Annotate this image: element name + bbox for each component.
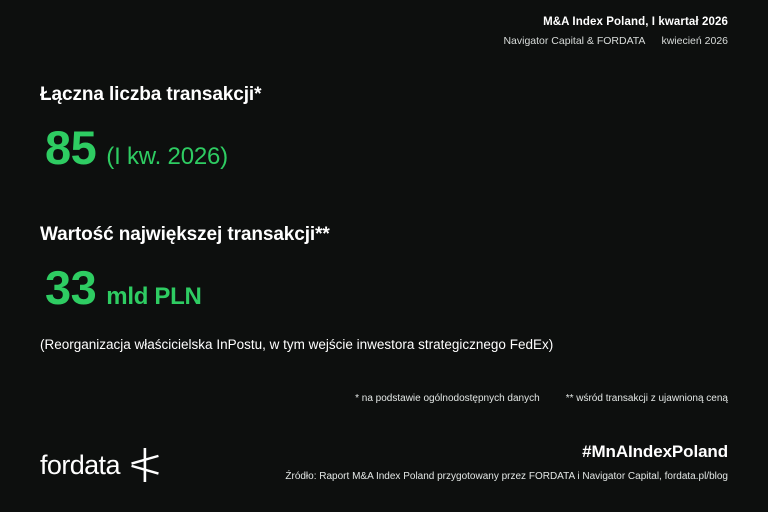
footnote-2: ** wśród transakcji z ujawnioną ceną xyxy=(565,393,728,404)
header-subtitle-row xyxy=(503,34,728,49)
stat-block-transactions xyxy=(40,84,262,174)
header-subtitle: Navigator Capital & FORDATA xyxy=(503,34,646,47)
stat-number-transactions: 85 xyxy=(45,121,97,174)
stat-value-row-largest-value xyxy=(40,261,553,314)
fordata-logo xyxy=(40,448,160,482)
stat-value-row-transactions xyxy=(40,121,261,174)
stat-suffix-largest-value: mld PLN xyxy=(106,283,202,310)
footnote-1: * na podstawie ogólnodostępnych danych xyxy=(355,393,540,404)
header-title: M&A Index Poland, I kwartał 2026 xyxy=(543,16,728,28)
fordata-mark-icon xyxy=(130,448,160,482)
header-date: kwiecień 2026 xyxy=(661,34,728,47)
stat-suffix-transactions: (I kw. 2026) xyxy=(106,143,228,170)
stat-note-largest-value: (Reorganizacja właścicielska InPostu, w tym wejście inwestora strategicznego FedEx) xyxy=(40,337,554,352)
hashtag: #MnAIndexPoland xyxy=(582,442,728,461)
footer-right xyxy=(285,442,728,482)
footnotes xyxy=(355,393,728,404)
stat-label-transactions: Łączna liczba transakcji* xyxy=(40,84,262,105)
stat-block-largest-value xyxy=(40,224,553,352)
source-note: Źródło: Raport M&A Index Poland przygotowany przez FORDATA i Navigator Capital, fordata.pl/blog xyxy=(285,471,728,482)
fordata-logo-text: fordata xyxy=(40,449,120,480)
stat-number-largest-value: 33 xyxy=(45,261,97,314)
header xyxy=(503,14,728,49)
stat-label-largest-value: Wartość największej transakcji** xyxy=(40,224,330,245)
